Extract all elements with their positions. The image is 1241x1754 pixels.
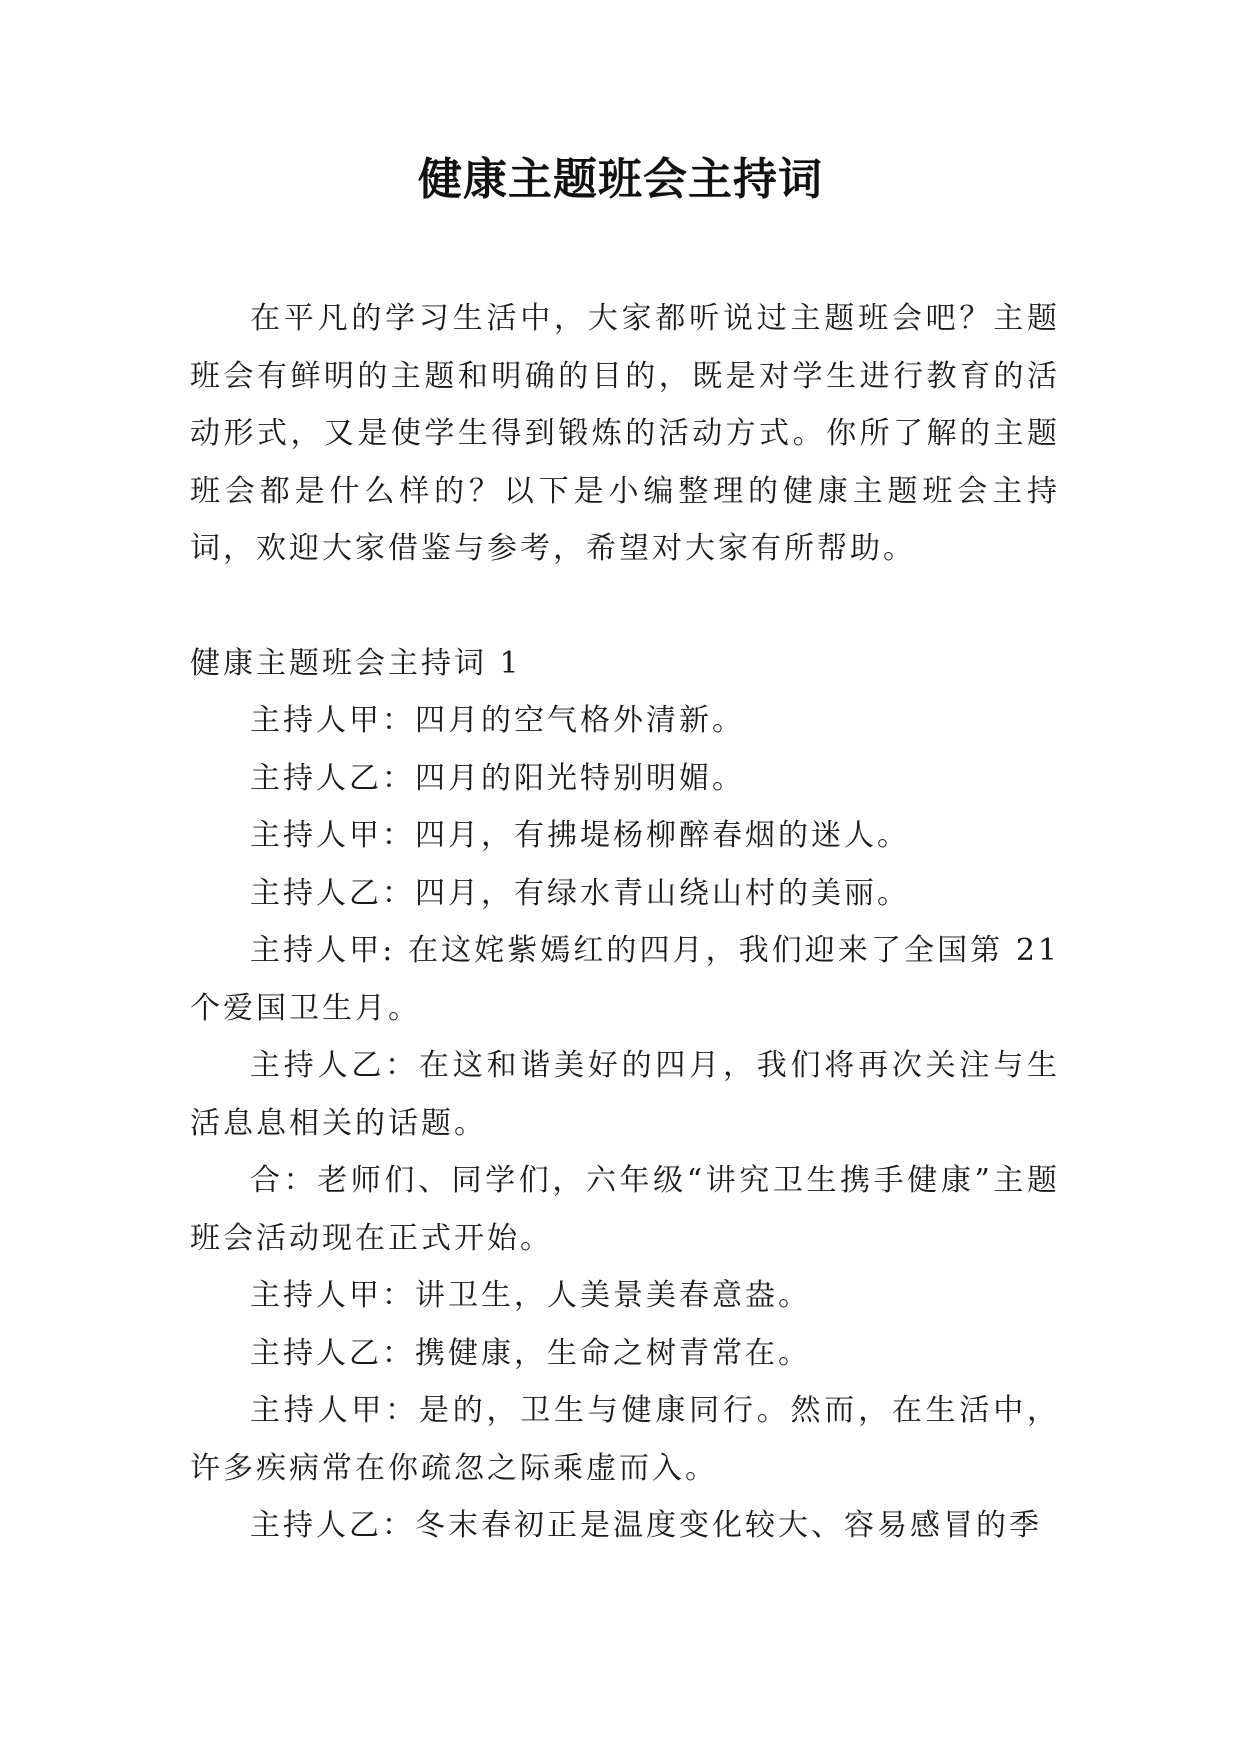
dialogue-line: 主持人甲：讲卫生，人美景美春意盎。 [250, 1278, 811, 1313]
dialogue-line: 主持人甲：四月，有拂堤杨柳醉春烟的迷人。 [250, 818, 910, 853]
intro-paragraph: 在平凡的学习生活中，大家都听说过主题班会吧？主题班会有鲜明的主题和明确的目的，既是对学生进行教育的活动形式，又是使学生得到锻炼的活动方式。你所了解的主题班会都是什么样的？以下是小编整理的健康主题班会主持词，欢迎大家借鉴与参考，希望对大家有所帮助。 [190, 301, 1060, 566]
dialogue-line: 主持人甲：四月的空气格外清新。 [250, 703, 745, 738]
dialogue-line: 主持人乙：四月的阳光特别明媚。 [250, 760, 745, 796]
section-heading: 健康主题班会主持词 1 [190, 645, 522, 681]
document-title: 健康主题班会主持词 [418, 154, 823, 205]
dialogue-line: 主持人甲：是的，卫生与健康同行。然而，在生活中，许多疾病常在你疏忽之际乘虚而入。 [190, 1393, 1060, 1486]
dialogue-line: 主持人乙：四月，有绿水青山绕山村的美丽。 [250, 875, 910, 911]
dialogue-line: 合：老师们、同学们，六年级“讲究卫生携手健康”主题班会活动现在正式开始。 [190, 1163, 1060, 1256]
dialogue-line: 主持人乙：在这和谐美好的四月，我们将再次关注与生活息息相关的话题。 [190, 1048, 1060, 1141]
dialogue-line: 主持人甲: 在这姹紫嫣红的四月，我们迎来了全国第 21 个爱国卫生月。 [190, 933, 1060, 1026]
dialogue-line: 主持人乙：冬末春初正是温度变化较大、容易感冒的季 [250, 1508, 1042, 1543]
dialogue-line: 主持人乙：携健康，生命之树青常在。 [250, 1335, 811, 1371]
document-body [190, 290, 1060, 1555]
